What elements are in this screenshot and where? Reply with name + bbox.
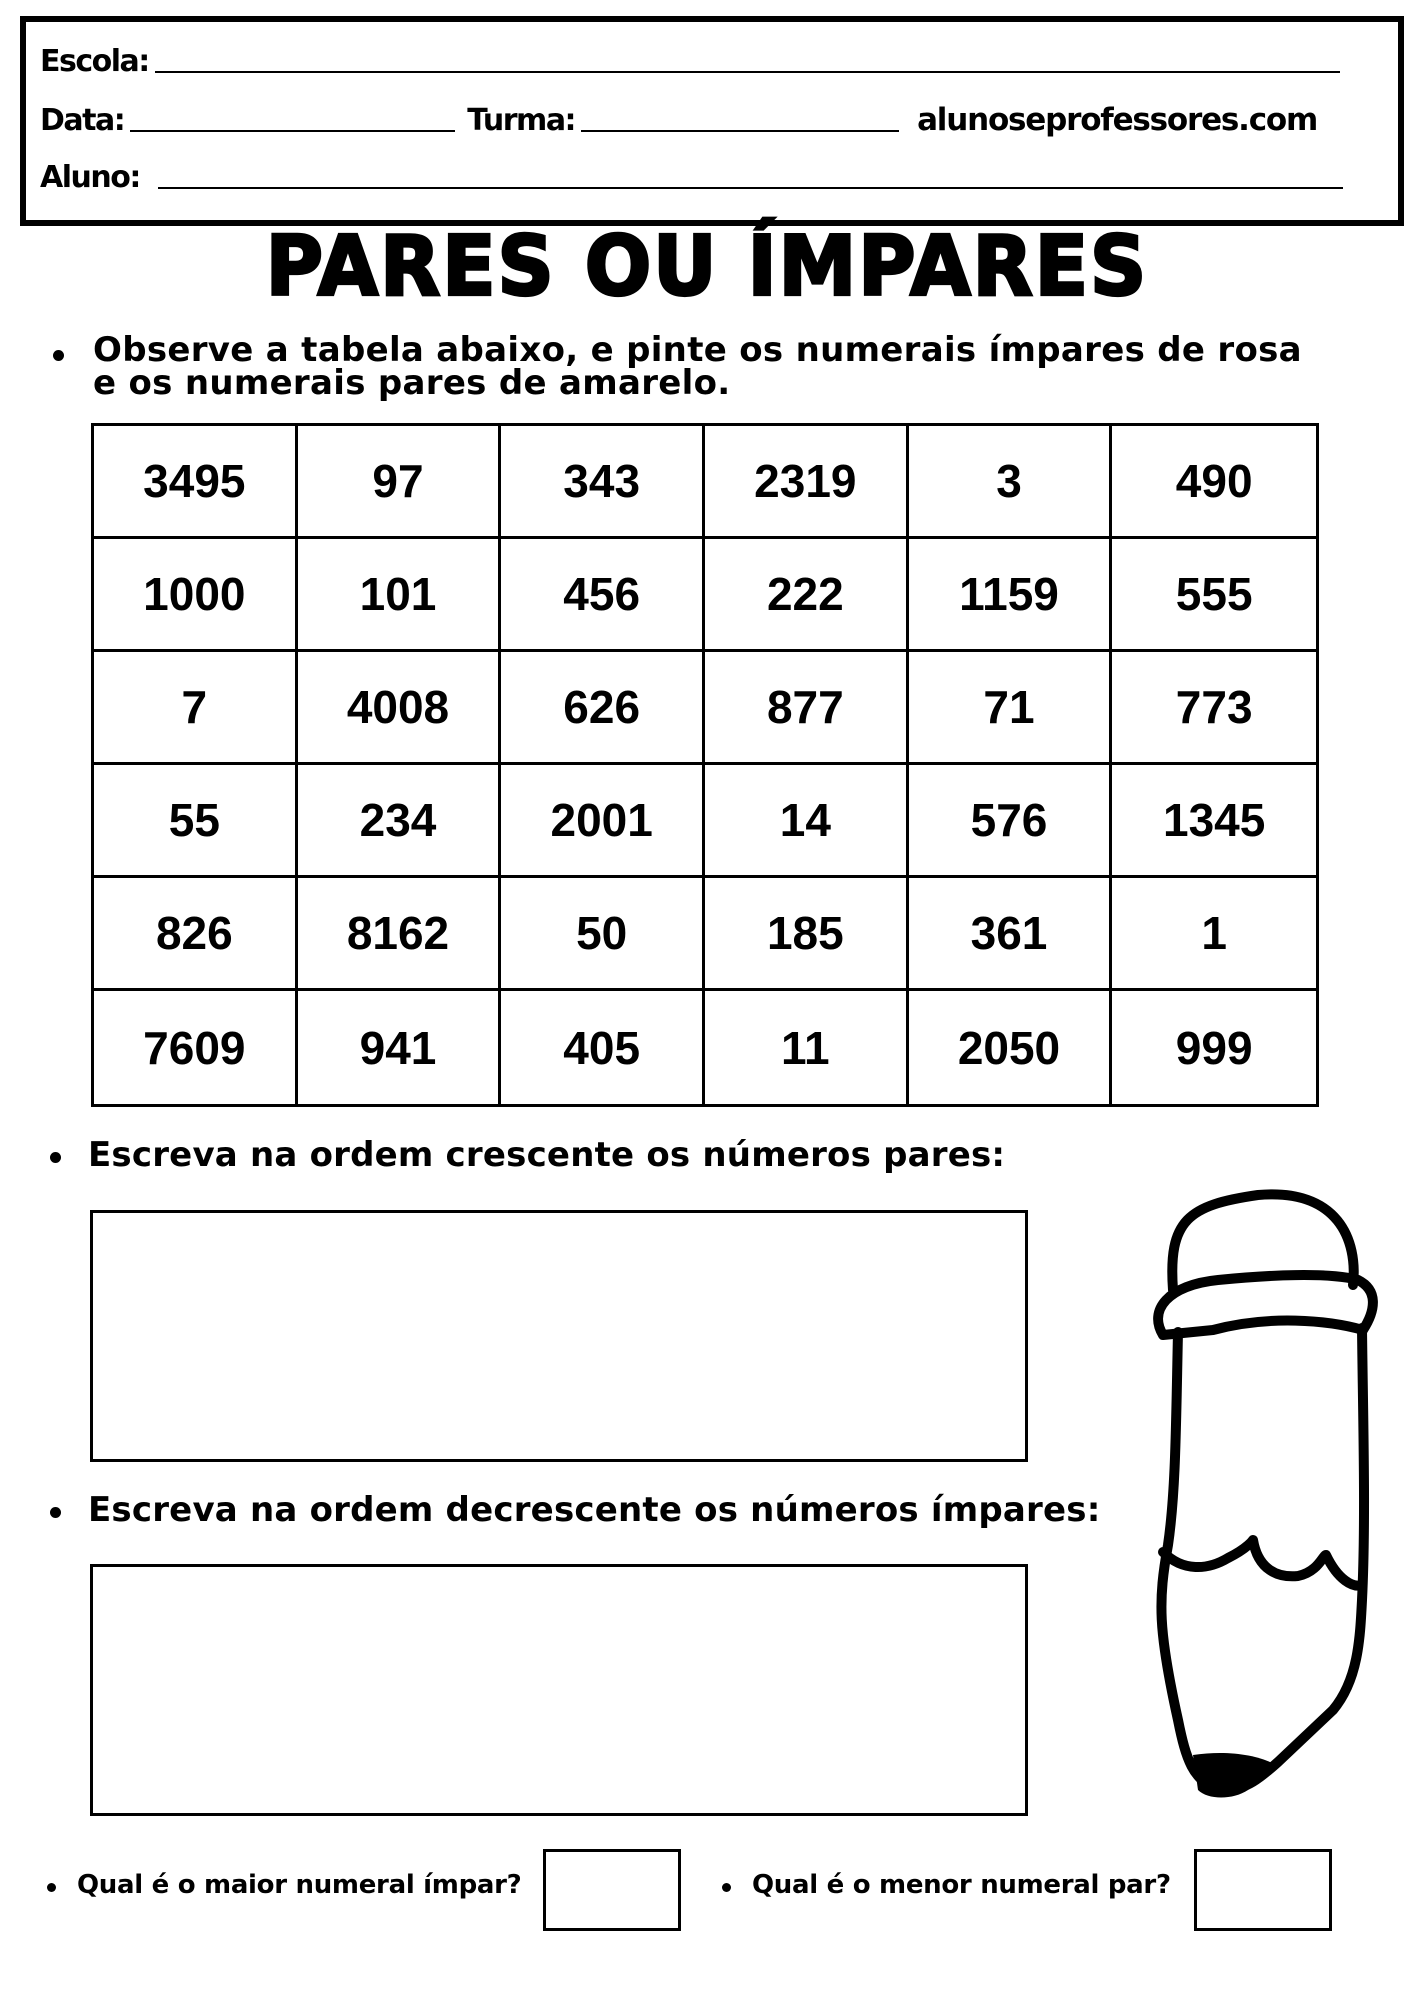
smallest-even-question: Qual é o menor numeral par? xyxy=(752,1870,1171,1900)
table-cell[interactable]: 2001 xyxy=(501,765,705,878)
table-cell[interactable]: 3 xyxy=(909,426,1113,539)
table-cell[interactable]: 490 xyxy=(1112,426,1316,539)
table-cell[interactable]: 2319 xyxy=(705,426,909,539)
instruction-text xyxy=(93,330,1302,403)
smallest-even-answer-box[interactable] xyxy=(1194,1849,1332,1931)
table-cell[interactable]: 50 xyxy=(501,878,705,991)
bullet-icon xyxy=(47,1883,56,1892)
table-cell[interactable]: 7609 xyxy=(94,991,298,1104)
table-cell[interactable]: 3495 xyxy=(94,426,298,539)
table-cell[interactable]: 626 xyxy=(501,652,705,765)
table-cell[interactable]: 8162 xyxy=(298,878,502,991)
table-cell[interactable]: 1 xyxy=(1112,878,1316,991)
table-cell[interactable]: 999 xyxy=(1175,1021,1253,1074)
student-row xyxy=(40,160,1343,195)
instruction-line-1: Observe a tabela abaixo, e pinte os numerais ímpares de rosa xyxy=(93,330,1302,370)
descending-odd-question: Escreva na ordem decrescente os números ímpares: xyxy=(88,1490,1101,1530)
class-label: Turma: xyxy=(467,103,576,138)
table-cell[interactable]: 361 xyxy=(909,878,1113,991)
table-cell[interactable]: 343 xyxy=(501,426,705,539)
school-label: Escola: xyxy=(40,44,149,79)
bullet-icon xyxy=(50,1507,61,1518)
table-cell[interactable]: 1345 xyxy=(1112,765,1316,878)
table-cell[interactable]: 773 xyxy=(1112,652,1316,765)
pencil-icon xyxy=(1148,1180,1378,1820)
student-info-box xyxy=(20,16,1404,226)
table-cell[interactable]: 1000 xyxy=(94,539,298,652)
school-row xyxy=(40,44,1340,79)
ascending-even-answer-box[interactable] xyxy=(90,1210,1028,1462)
largest-odd-answer-box[interactable] xyxy=(543,1849,681,1931)
table-cell[interactable]: 826 xyxy=(94,878,298,991)
table-cell[interactable]: 55 xyxy=(94,765,298,878)
numbers-table xyxy=(91,423,1319,1107)
date-class-row xyxy=(40,102,1380,138)
bullet-icon xyxy=(53,350,64,361)
table-cell[interactable]: 576 xyxy=(909,765,1113,878)
bullet-icon xyxy=(722,1883,731,1892)
table-cell[interactable]: 941 xyxy=(298,991,502,1104)
class-input-line[interactable] xyxy=(581,130,899,132)
table-cell[interactable]: 185 xyxy=(705,878,909,991)
website-text: alunoseprofessores.com xyxy=(917,102,1318,138)
table-cell[interactable]: 405 xyxy=(501,991,705,1104)
page-title xyxy=(0,219,1414,315)
table-cell[interactable]: 4008 xyxy=(298,652,502,765)
school-input-line[interactable] xyxy=(155,71,1340,73)
student-input-line[interactable] xyxy=(158,187,1343,189)
table-cell[interactable]: 14 xyxy=(705,765,909,878)
table-cell[interactable]: 234 xyxy=(298,765,502,878)
page-title-text: PARES OU ÍMPARES xyxy=(265,219,1149,315)
largest-odd-question: Qual é o maior numeral ímpar? xyxy=(77,1870,522,1900)
table-cell[interactable]: 1159 xyxy=(909,539,1113,652)
table-cell[interactable]: 101 xyxy=(298,539,502,652)
instruction-line-2: e os numerais pares de amarelo. xyxy=(93,363,731,403)
table-cell[interactable]: 555 xyxy=(1112,539,1316,652)
table-cell[interactable]: 7 xyxy=(94,652,298,765)
descending-odd-answer-box[interactable] xyxy=(90,1564,1028,1816)
table-cell[interactable]: 2050 xyxy=(909,991,1113,1104)
date-label: Data: xyxy=(40,103,125,138)
ascending-even-question: Escreva na ordem crescente os números pares: xyxy=(88,1135,1006,1175)
table-cell[interactable]: 11 xyxy=(705,991,909,1104)
table-cell[interactable]: 877 xyxy=(705,652,909,765)
table-cell[interactable]: 71 xyxy=(909,652,1113,765)
date-input-line[interactable] xyxy=(130,130,455,132)
table-cell[interactable]: 456 xyxy=(501,539,705,652)
bullet-icon xyxy=(50,1152,61,1163)
table-cell[interactable]: 222 xyxy=(705,539,909,652)
student-label: Aluno: xyxy=(40,160,140,195)
table-cell[interactable]: 97 xyxy=(298,426,502,539)
